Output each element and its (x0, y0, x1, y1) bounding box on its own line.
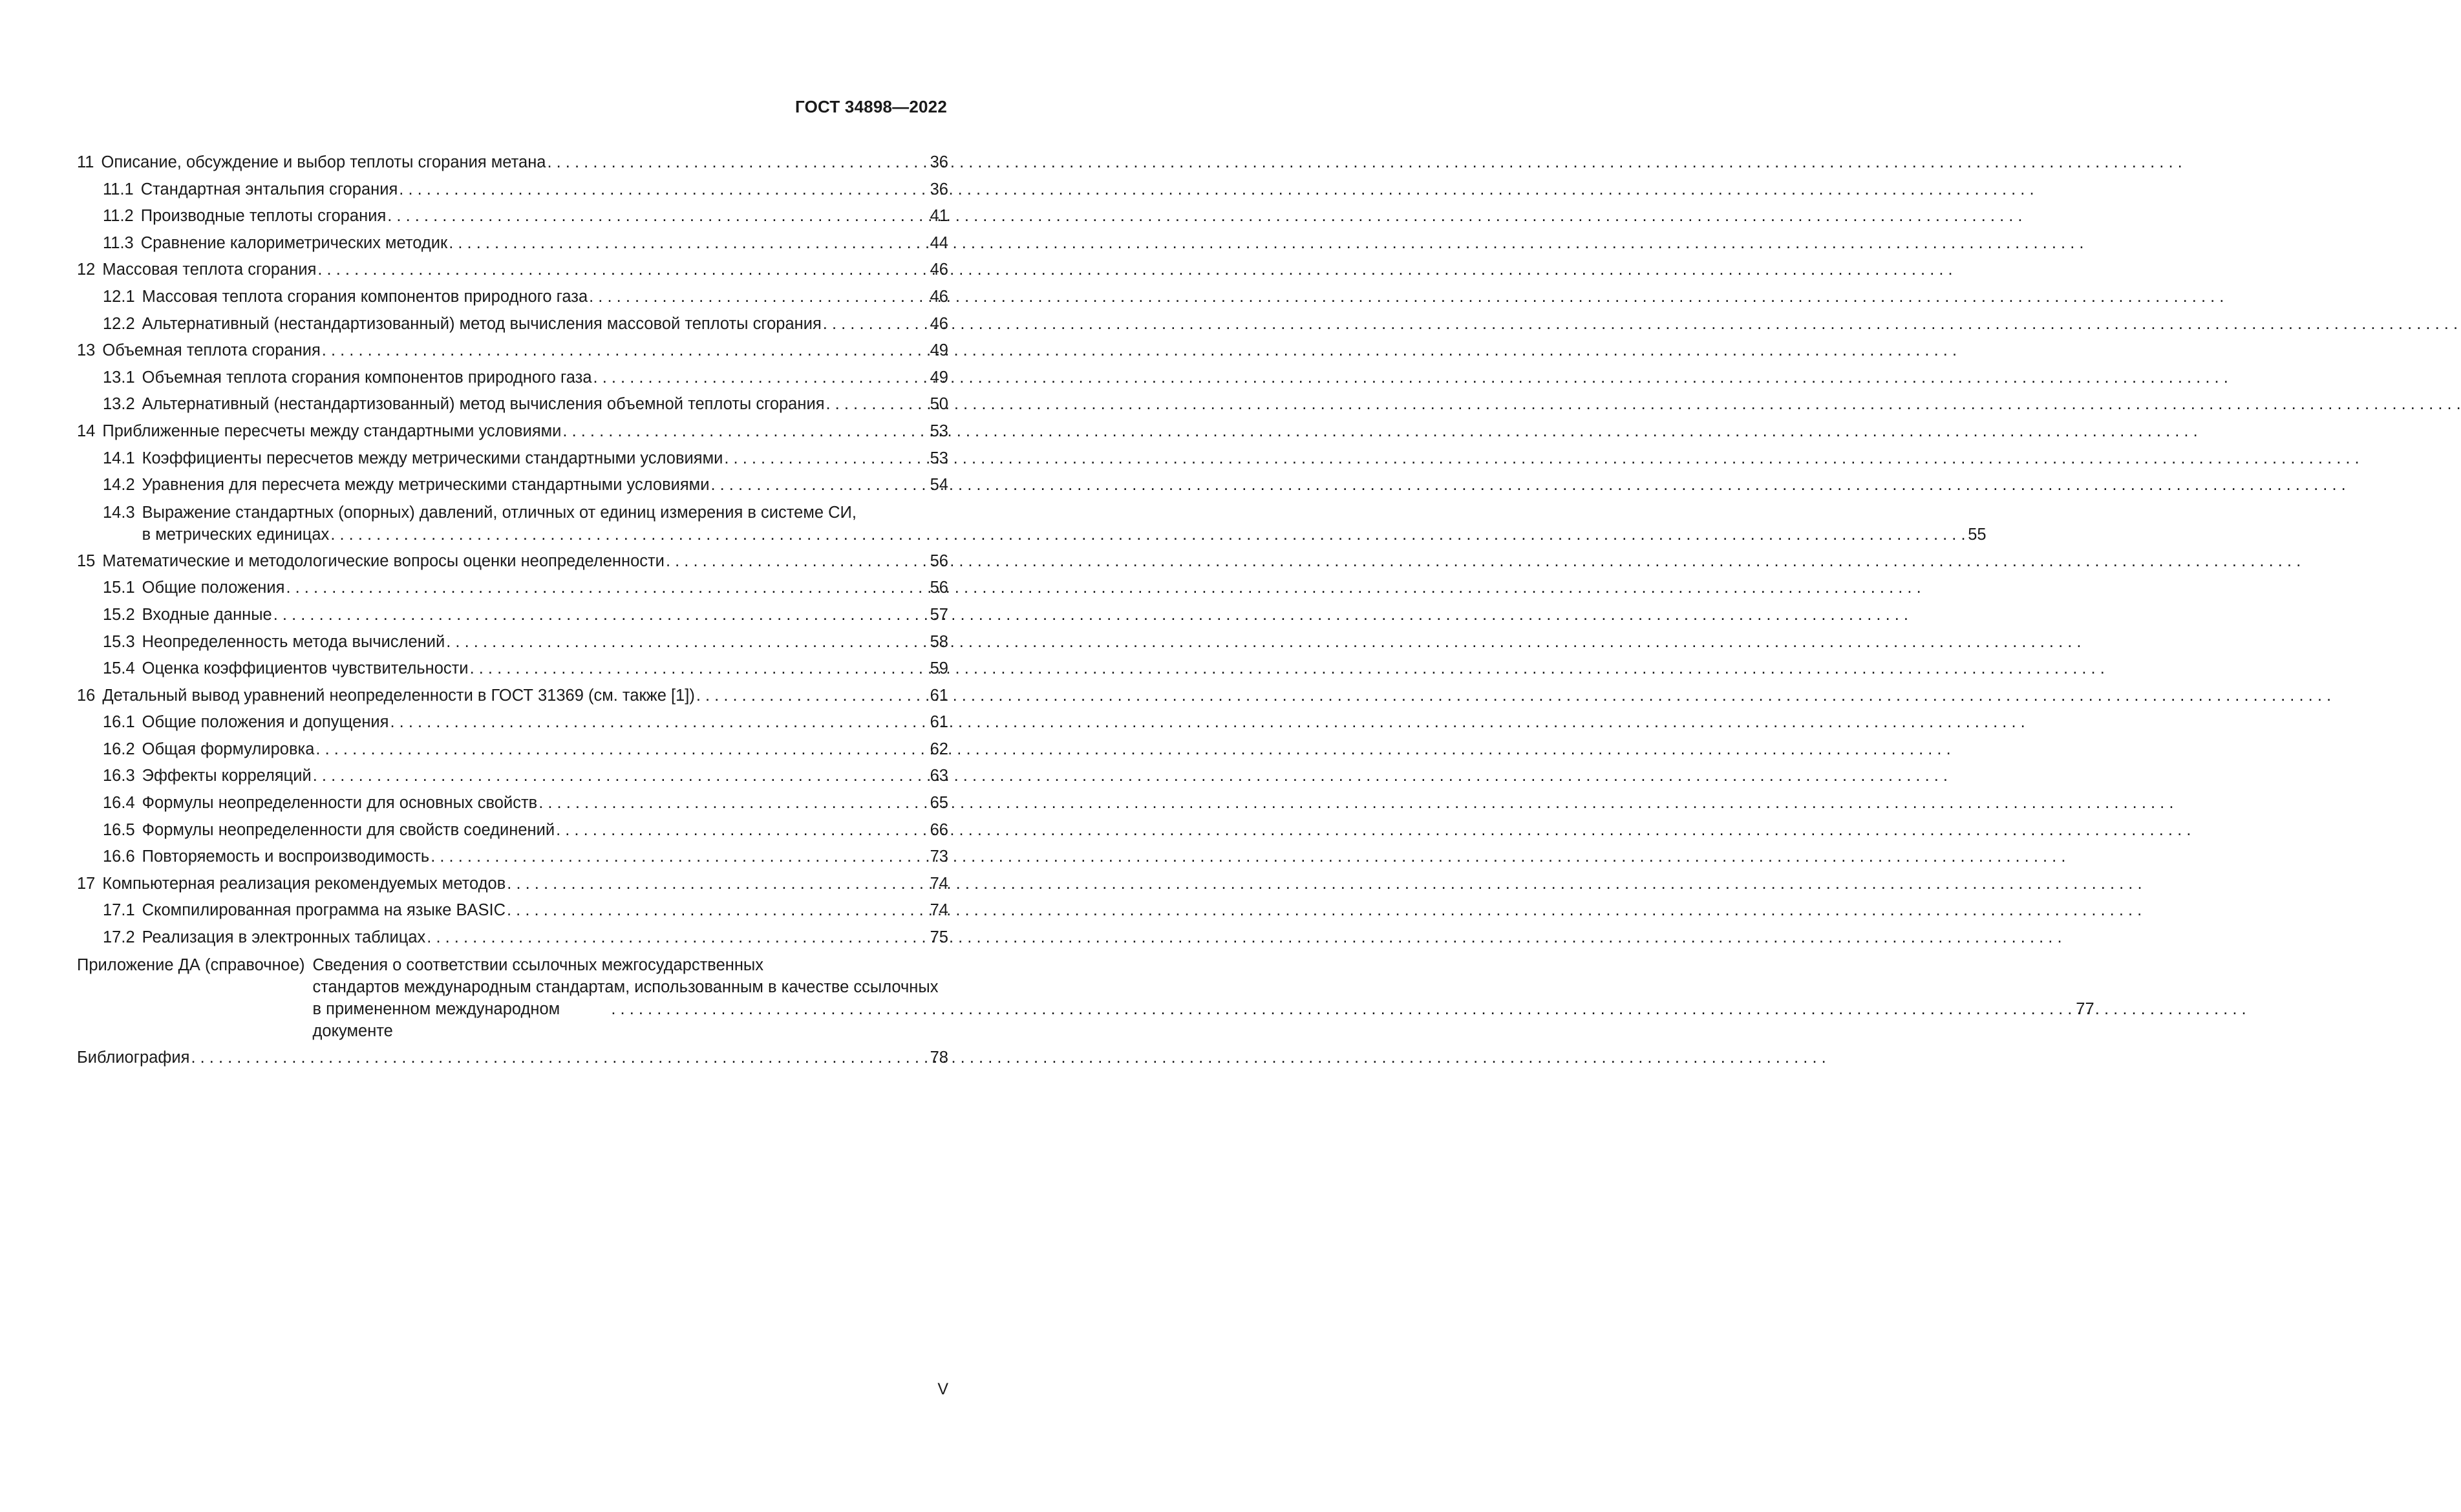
toc-entry-page: 62 (930, 740, 948, 758)
toc-entry-title: Входные данные (142, 605, 272, 624)
toc-entry-title: Коэффициенты пересчетов между метрическими стандартными условиями (142, 449, 723, 467)
toc-entry-title: Сравнение калориметрических методик (140, 233, 448, 252)
toc-entry-15-3[interactable] (77, 629, 948, 656)
toc-entry-page: 61 (930, 686, 948, 705)
toc-entry-page: 44 (930, 233, 948, 252)
document-code-header: ГОСТ 34898—2022 (795, 97, 947, 116)
toc-leader-dots (562, 418, 928, 445)
toc-entry-title: Описание, обсуждение и выбор теплоты сгорания метана (101, 153, 546, 171)
toc-entry-13[interactable] (77, 337, 948, 365)
toc-entry-14-2[interactable] (77, 472, 948, 499)
toc-entry-page: 36 (930, 153, 948, 171)
toc-entry-title: Реализация в электронных таблицах (142, 928, 426, 947)
toc-entry-16-2[interactable] (77, 736, 948, 763)
toc-entry-number: 11.2 (103, 207, 134, 226)
toc-entry-page: 46 (930, 261, 948, 279)
toc-entry-title: Детальный вывод уравнений неопределенности в ГОСТ 31369 (см. также [1]) (102, 686, 695, 705)
toc-entry-title: Оценка коэффициентов чувствительности (142, 659, 469, 678)
toc-entry-15-2[interactable] (77, 602, 948, 629)
toc-leader-dots (286, 575, 928, 602)
toc-entry-16-6[interactable] (77, 844, 948, 871)
toc-entry-page: 57 (930, 605, 948, 624)
toc-leader-dots (593, 365, 928, 392)
appendix-prefix: Приложение ДА (справочное) (77, 955, 305, 974)
toc-leader-dots (313, 763, 928, 790)
toc-entry-number: 11 (77, 153, 94, 171)
toc-entry-page: 50 (930, 395, 948, 414)
toc-leader-dots (666, 548, 928, 575)
toc-leader-dots (315, 736, 928, 763)
toc-leader-dots (710, 472, 928, 499)
toc-leader-dots (330, 524, 1965, 546)
toc-entry-number: 12.1 (103, 287, 135, 306)
toc-leader-dots (446, 629, 928, 656)
toc-entry-number: 15.2 (103, 605, 135, 624)
toc-entry-16-4[interactable] (77, 790, 948, 817)
toc-entry-page: 77 (2076, 999, 2094, 1018)
toc-entry-title: Приближенные пересчеты между стандартными условиями (102, 421, 562, 440)
toc-entry-page: 53 (930, 421, 948, 440)
toc-entry-page: 66 (930, 820, 948, 839)
toc-entry-11-1[interactable] (77, 176, 948, 204)
toc-entry-page: 56 (930, 551, 948, 570)
toc-entry-number: 17 (77, 874, 96, 893)
toc-entry-17-2[interactable] (77, 924, 948, 952)
toc-leader-dots (823, 311, 928, 338)
toc-leader-dots (507, 871, 928, 898)
toc-entry-11-2[interactable] (77, 203, 948, 230)
toc-leader-dots (589, 284, 928, 311)
toc-leader-dots (399, 176, 928, 204)
toc-entry-title: Математические и методологические вопросы оценки неопределенности (102, 551, 665, 570)
toc-entry-page: 78 (930, 1048, 948, 1067)
toc-entry-title: Стандартная энтальпия сгорания (140, 180, 398, 198)
toc-entry-page: 49 (930, 341, 948, 360)
toc-entry-13-1[interactable] (77, 365, 948, 392)
toc-leader-dots (826, 391, 928, 418)
toc-entry-page: 75 (930, 928, 948, 947)
toc-entry-11[interactable] (77, 149, 948, 176)
toc-leader-dots (556, 817, 928, 844)
toc-entry-14-1[interactable] (77, 445, 948, 473)
toc-leader-dots (273, 602, 928, 629)
toc-entry-16-3[interactable] (77, 763, 948, 790)
toc-leader-dots (387, 203, 928, 230)
toc-entry-title-line2: в метрических единицах (142, 525, 330, 544)
toc-entry-page: 41 (930, 207, 948, 226)
toc-entry-page: 49 (930, 368, 948, 387)
toc-entry-title: Библиография (77, 1048, 190, 1067)
toc-entry-number: 16.4 (103, 794, 135, 813)
toc-leader-dots (507, 897, 928, 924)
toc-entry-page: 46 (930, 287, 948, 306)
toc-leader-dots (470, 655, 928, 683)
toc-entry-number: 15.3 (103, 632, 135, 651)
toc-leader-dots (547, 149, 928, 176)
toc-entry-number: 11.1 (103, 180, 134, 198)
toc-leader-dots (322, 337, 928, 365)
toc-entry-page: 74 (930, 901, 948, 920)
toc-entry-14-3[interactable] (77, 499, 1987, 548)
toc-entry-page: 63 (930, 767, 948, 785)
toc-entry-page: 36 (930, 180, 948, 198)
toc-entry-title: Общие положения и допущения (142, 713, 389, 732)
toc-entry-11-3[interactable] (77, 230, 948, 257)
toc-entry-title: Производные теплоты сгорания (140, 207, 387, 226)
toc-entry-page: 59 (930, 659, 948, 678)
table-of-contents (77, 149, 2094, 1071)
toc-entry-13-2[interactable] (77, 391, 948, 418)
appendix-title-line3: в примененном международном документе (312, 999, 560, 1040)
page-number: V (937, 1380, 948, 1398)
toc-entry-12-2[interactable] (77, 311, 948, 338)
toc-entry-title: Объемная теплота сгорания компонентов природного газа (142, 368, 592, 387)
toc-entry-14[interactable] (77, 418, 948, 445)
toc-entry-number: 16.1 (103, 713, 135, 732)
toc-entry-title: Формулы неопределенности для основных свойств (142, 794, 538, 813)
toc-entry-number: 17.2 (103, 928, 135, 947)
toc-entry-number: 16 (77, 686, 96, 705)
toc-leader-dots (538, 790, 928, 817)
toc-entry-title: Общие положения (142, 579, 285, 597)
toc-entry-title: Объемная теплота сгорания (102, 341, 321, 360)
toc-entry-title: Скомпилированная программа на языке BASIC (142, 901, 506, 920)
toc-entry-title: Массовая теплота сгорания (102, 261, 317, 279)
toc-entry-15-1[interactable] (77, 575, 948, 602)
appendix-title-line1: Сведения о соответствии ссылочных межгосударственных (312, 955, 763, 974)
toc-entry-number: 15.1 (103, 579, 135, 597)
toc-entry-page: 54 (930, 476, 948, 495)
toc-entry-number: 13.1 (103, 368, 135, 387)
toc-entry-number: 15.4 (103, 659, 135, 678)
toc-entry-number: 15 (77, 551, 96, 570)
toc-entry-page: 61 (930, 713, 948, 732)
toc-entry-appendix-da[interactable] (77, 952, 2094, 1045)
toc-entry-12-1[interactable] (77, 284, 948, 311)
toc-entry-16-5[interactable] (77, 817, 948, 844)
toc-entry-number: 14.3 (103, 503, 135, 522)
toc-entry-15[interactable] (77, 548, 948, 575)
toc-entry-title: Общая формулировка (142, 740, 315, 758)
toc-entry-title: Компьютерная реализация рекомендуемых методов (102, 874, 506, 893)
toc-entry-12[interactable] (77, 257, 948, 284)
toc-leader-dots (427, 924, 928, 952)
toc-entry-page: 73 (930, 847, 948, 866)
toc-leader-dots (611, 998, 2073, 1020)
toc-entry-page: 46 (930, 314, 948, 333)
toc-entry-page: 74 (930, 874, 948, 893)
toc-entry-title: Неопределенность метода вычислений (142, 632, 445, 651)
toc-entry-title: Повторяемость и воспроизводимость (142, 847, 430, 866)
toc-leader-dots (390, 709, 928, 736)
toc-entry-number: 14 (77, 421, 96, 440)
toc-entry-number: 12.2 (103, 314, 135, 333)
toc-entry-number: 13.2 (103, 395, 135, 414)
toc-entry-page: 56 (930, 579, 948, 597)
toc-entry-page: 55 (1968, 525, 1987, 544)
toc-entry-title: Формулы неопределенности для свойств соединений (142, 820, 555, 839)
toc-entry-number: 17.1 (103, 901, 135, 920)
toc-leader-dots (724, 445, 928, 473)
toc-entry-number: 16.2 (103, 740, 135, 758)
toc-leader-dots (431, 844, 928, 871)
toc-leader-dots (449, 230, 928, 257)
toc-entry-17-1[interactable] (77, 897, 948, 924)
toc-leader-dots (317, 257, 928, 284)
toc-entry-bibliography[interactable] (77, 1045, 948, 1072)
toc-entry-16[interactable] (77, 683, 948, 710)
toc-entry-title: Эффекты корреляций (142, 767, 312, 785)
toc-entry-number: 16.6 (103, 847, 135, 866)
toc-entry-title-line1: Выражение стандартных (опорных) давлений, отличных от единиц измерения в системе СИ, (142, 503, 857, 522)
toc-entry-page: 53 (930, 449, 948, 467)
toc-entry-page: 58 (930, 632, 948, 651)
toc-entry-number: 14.1 (103, 449, 135, 467)
toc-entry-number: 13 (77, 341, 96, 360)
toc-entry-number: 16.5 (103, 820, 135, 839)
toc-entry-17[interactable] (77, 871, 948, 898)
toc-entry-number: 14.2 (103, 476, 135, 495)
appendix-title-line2: стандартов международным стандартам, использованным в качестве ссылочных (312, 977, 939, 996)
toc-entry-number: 11.3 (103, 233, 134, 252)
toc-entry-15-4[interactable] (77, 655, 948, 683)
toc-entry-title: Уравнения для пересчета между метрическими стандартными условиями (142, 476, 710, 495)
toc-entry-number: 12 (77, 261, 96, 279)
toc-entry-title: Массовая теплота сгорания компонентов природного газа (142, 287, 588, 306)
toc-leader-dots (191, 1045, 928, 1072)
toc-entry-page: 65 (930, 794, 948, 813)
toc-entry-title: Альтернативный (нестандартизованный) метод вычисления объемной теплоты сгорания (142, 395, 825, 414)
toc-entry-number: 16.3 (103, 767, 135, 785)
toc-entry-title: Альтернативный (нестандартизованный) метод вычисления массовой теплоты сгорания (142, 314, 822, 333)
toc-entry-16-1[interactable] (77, 709, 948, 736)
toc-leader-dots (696, 683, 928, 710)
